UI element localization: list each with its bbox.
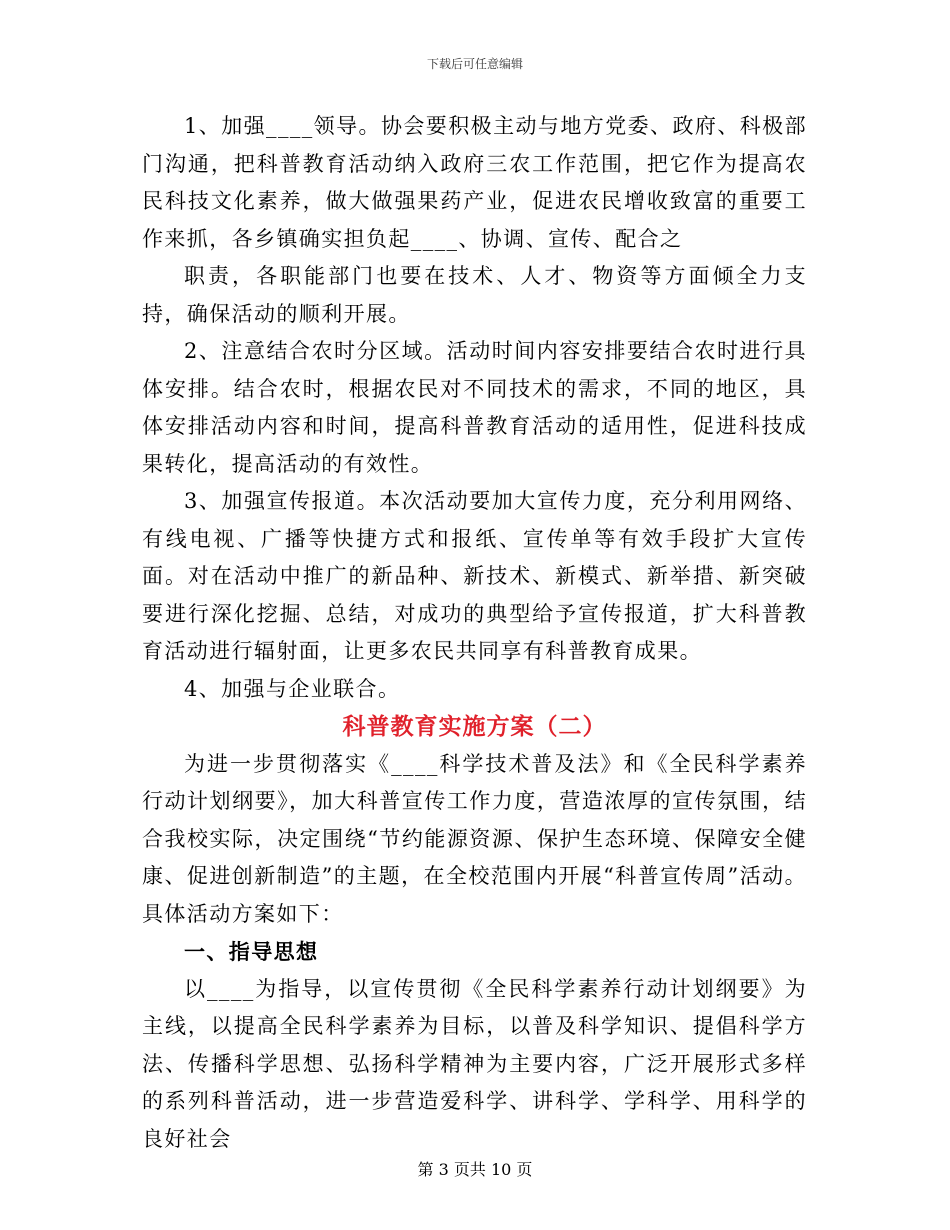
paragraph-4: 4、加强与企业联合。	[184, 676, 401, 701]
section-intro: 为进一步贯彻落实《____科学技术普及法》和《全民科学素养行动计划纲要》，加大科普宣传工作力度，营造浓厚的宣传氛围，结合我校实际，决定围绕“节约能源资源、保护生态环境、保障安全健康、促进创新制造”的主题，在全校范围内开展“科普宣传周”活动。具体活动方案如下：	[142, 751, 807, 926]
section-title: 科普教育实施方案（二）	[342, 713, 607, 740]
paragraph-1: 1、加强____领导。协会要积极主动与地方党委、政府、科极部门沟通，把科普教育活动纳入政府三农工作范围，把它作为提高农民科技文化素养，做大做强果药产业，促进农民增收致富的重要工作来抓，各乡镇确实担负起____、协调、宣传、配合之	[142, 114, 807, 251]
paragraph-2: 2、注意结合农时分区域。活动时间内容安排要结合农时进行具体安排。结合农时，根据农民对不同技术的需求，不同的地区，具体安排活动内容和时间，提高科普教育活动的适用性，促进科技成果转化，提高活动的有效性。	[142, 339, 807, 476]
guiding-thought-paragraph: 以____为指导，以宣传贯彻《全民科学素养行动计划纲要》为主线，以提高全民科学素养为目标，以普及科学知识、提倡科学方法、传播科学思想、弘扬科学精神为主要内容，广泛开展形式多样的系列科普活动，进一步营造爱科学、讲科学、学科学、用科学的良好社会	[142, 976, 807, 1151]
paragraph-3: 3、加强宣传报道。本次活动要加大宣传力度，充分利用网络、有线电视、广播等快捷方式和报纸、宣传单等有效手段扩大宣传面。对在活动中推广的新品种、新技术、新模式、新举措、新突破要进行深化挖掘、总结，对成功的典型给予宣传报道，扩大科普教育活动进行辐射面，让更多农民共同享有科普教育成果。	[142, 489, 807, 663]
page-header: 下载后可任意编辑	[426, 57, 523, 71]
paragraph-1-continued: 职责，各职能部门也要在技术、人才、物资等方面倾全力支持，确保活动的顺利开展。	[142, 264, 807, 326]
page-footer: 第 3 页共 10 页	[417, 1160, 533, 1179]
document-body	[142, 108, 807, 1158]
section-heading-guiding-thought: 一、指导思想	[184, 939, 319, 964]
